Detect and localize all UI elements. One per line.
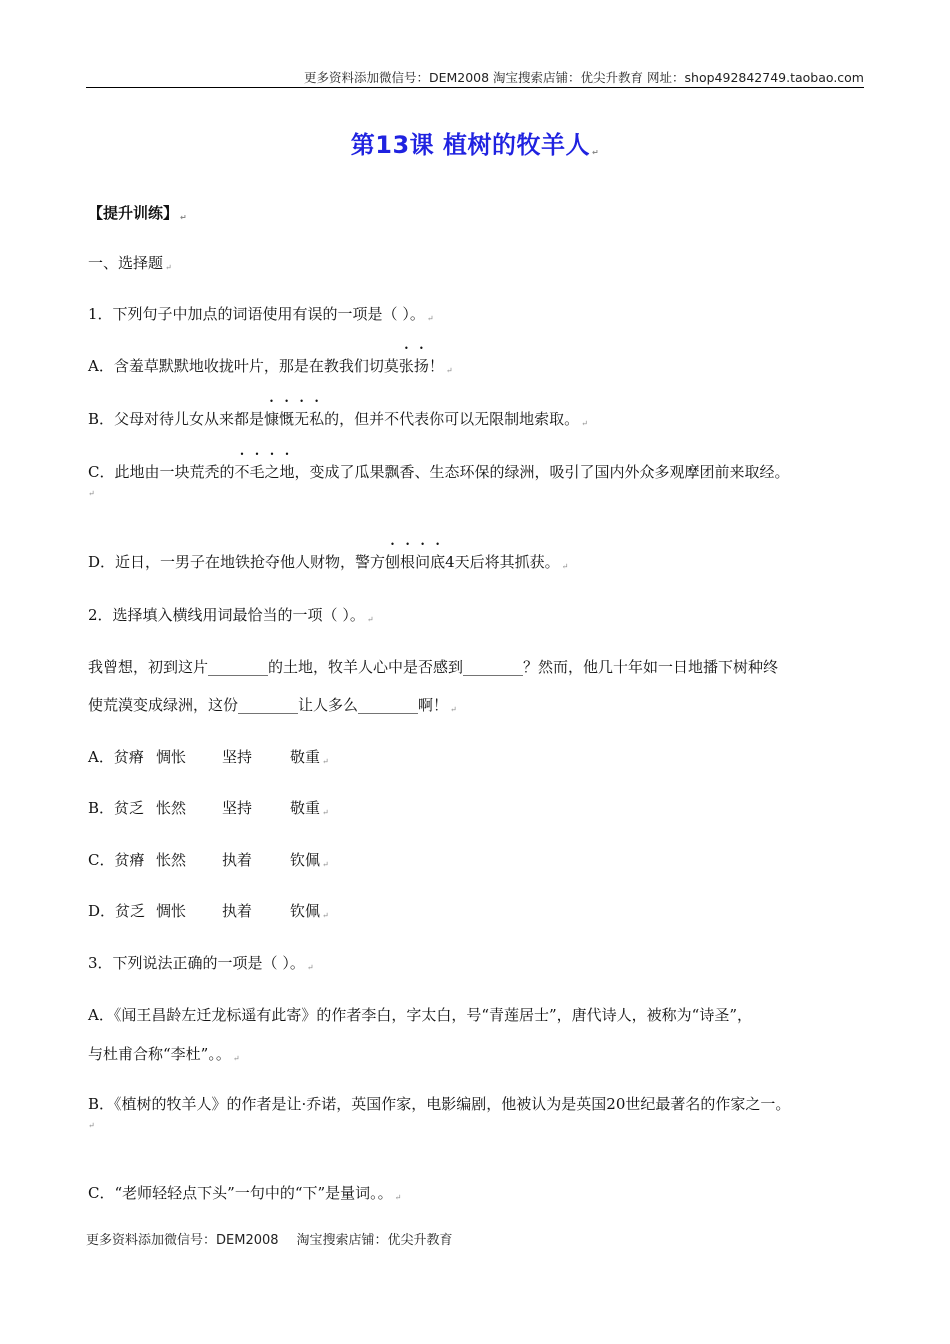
q1-a-pre: A．含羞草默默地收拢叶片，那是在教我们切莫 (88, 357, 399, 375)
option-word: C．贫瘠 (88, 851, 145, 869)
option-word: D．贫乏 (88, 902, 146, 920)
option-word: A．贫瘠 (88, 748, 144, 766)
dotted-char: 扬 (413, 357, 429, 375)
paragraph-mark: ↵ (450, 705, 457, 714)
q2-option-b (88, 797, 329, 818)
paragraph-mark: ↵ (394, 1193, 402, 1202)
option-word: 钦佩 (290, 902, 321, 920)
paragraph-mark: ↵ (88, 1121, 95, 1130)
q3-option-a-line1: A．《闻王昌龄左迁龙标遥有此寄》的作者李白，字太白，号“青莲居士”，唐代诗人，被称为“诗圣”， (88, 1006, 753, 1024)
option-word: 惆怅 (156, 748, 187, 766)
q2-option-a (88, 746, 329, 767)
footer-shop: 淘宝搜索店铺：优尖升教育 (296, 1233, 453, 1248)
paragraph-mark: ↵ (322, 860, 329, 869)
q1-b-post: 的，但并不代表你可以无限制地索取。 (324, 410, 580, 428)
paragraph-mark: ↵ (445, 366, 453, 375)
part-heading-text: 一、选择题 (88, 254, 164, 272)
paragraph-mark: ↵ (322, 911, 329, 920)
q3-option-c (88, 1182, 401, 1203)
q1-option-c (88, 461, 790, 482)
option-word: 坚持 (222, 748, 253, 766)
paragraph-mark: ↵ (232, 1054, 240, 1063)
q1-c-post: ，变成了瓜果飘香、生态环保的绿洲，吸引了国内外众多观摩团前来取经。 (294, 463, 790, 481)
section-heading (88, 202, 187, 223)
q1-d-pre: D．近日，一男子在地铁抢夺他人财物，警方 (88, 553, 386, 571)
dotted-char: 根 (400, 553, 416, 571)
option-word: 钦佩 (290, 851, 321, 869)
q1-stem-text: 1．下列句子中加点的词语使用有误的一项是（ ）。 (88, 305, 425, 323)
dotted-char: 地 (279, 463, 295, 481)
option-word: 执着 (222, 902, 253, 920)
header-divider (86, 87, 864, 88)
section-heading-text: 【提升训练】 (88, 204, 179, 222)
dotted-char: 底 (430, 553, 446, 571)
q1-option-b (88, 408, 588, 429)
paragraph-mark: ↵ (322, 757, 329, 766)
lesson-title-text: 第13课 植树的牧羊人 (350, 131, 591, 159)
paragraph-mark: ↵ (561, 562, 569, 571)
option-word: 惆怅 (156, 902, 187, 920)
option-word: 坚持 (222, 799, 253, 817)
dotted-char: 无 (294, 410, 310, 428)
q3-stem (88, 952, 314, 973)
q2-passage-line2-text: 使荒漠变成绿洲，这份________让人多么________啊！ (88, 696, 449, 714)
dotted-char: 张 (398, 357, 414, 375)
q3-stem-text: 3．下列说法正确的一项是（ ）。 (88, 954, 305, 972)
dotted-char: 慷 (264, 410, 280, 428)
q2-stem-text: 2．选择填入横线用词最恰当的一项（ ）。 (88, 606, 365, 624)
q1-option-d (88, 551, 568, 572)
option-word: 敬重 (290, 799, 321, 817)
q3-option-c-text: C．“老师轻轻点下头”一句中的“下”是量词。。 (88, 1184, 393, 1202)
q1-a-post: ！ (428, 357, 444, 375)
q2-passage-line1: 我曾想，初到这片________的土地，牧羊人心中是否感到________？然而，他几十年如一日地播下树种终 (88, 658, 779, 676)
dotted-char: 私 (309, 410, 325, 428)
option-word: 执着 (222, 851, 253, 869)
option-word: 敬重 (290, 748, 321, 766)
page-footer (86, 1229, 453, 1248)
dotted-char: 慨 (279, 410, 295, 428)
q2-option-d (88, 900, 329, 921)
paragraph-mark: ↵ (581, 419, 588, 428)
q3-option-a-line2 (88, 1043, 240, 1064)
option-word: 怅然 (156, 851, 187, 869)
paragraph-mark: ↵ (88, 489, 95, 498)
paragraph-mark: ↵ (426, 314, 434, 323)
paragraph-mark: ↵ (592, 148, 600, 157)
paragraph-mark: ↵ (165, 263, 172, 272)
part-heading (88, 252, 172, 273)
lesson-title (0, 125, 950, 160)
paragraph-mark: ↵ (322, 808, 329, 817)
dotted-char: 之 (264, 463, 280, 481)
q1-c-pre: C．此地由一块荒秃的 (88, 463, 235, 481)
q3-option-a-line2-text: 与杜甫合称“李杜”。。 (88, 1045, 231, 1063)
q1-b-pre: B．父母对待儿女从来都是 (88, 410, 265, 428)
page-header: 更多资料添加微信号：DEM2008 淘宝搜索店铺：优尖升教育 网址：shop492842749.taobao.com (303, 70, 864, 85)
dotted-char: 毛 (249, 463, 265, 481)
paragraph-mark: ↵ (180, 213, 187, 222)
option-word: B．贫乏 (88, 799, 145, 817)
q2-option-c (88, 849, 329, 870)
paragraph-mark: ↵ (306, 963, 314, 972)
dotted-char: 刨 (385, 553, 401, 571)
paragraph-mark: ↵ (366, 615, 374, 624)
dotted-char: 问 (415, 553, 431, 571)
option-word: 怅然 (156, 799, 187, 817)
q1-option-a (88, 355, 453, 376)
q2-passage-line2 (88, 694, 457, 715)
dotted-char: 不 (234, 463, 250, 481)
q3-option-b: B．《植树的牧羊人》的作者是让·乔诺，英国作家，电影编剧，他被认为是英国20世纪最著名的作家之一。 (88, 1095, 791, 1113)
footer-wechat: 更多资料添加微信号：DEM2008 (86, 1233, 279, 1248)
q1-stem (88, 303, 434, 324)
q1-d-post: 4天后将其抓获。 (445, 553, 560, 571)
q2-stem (88, 604, 374, 625)
